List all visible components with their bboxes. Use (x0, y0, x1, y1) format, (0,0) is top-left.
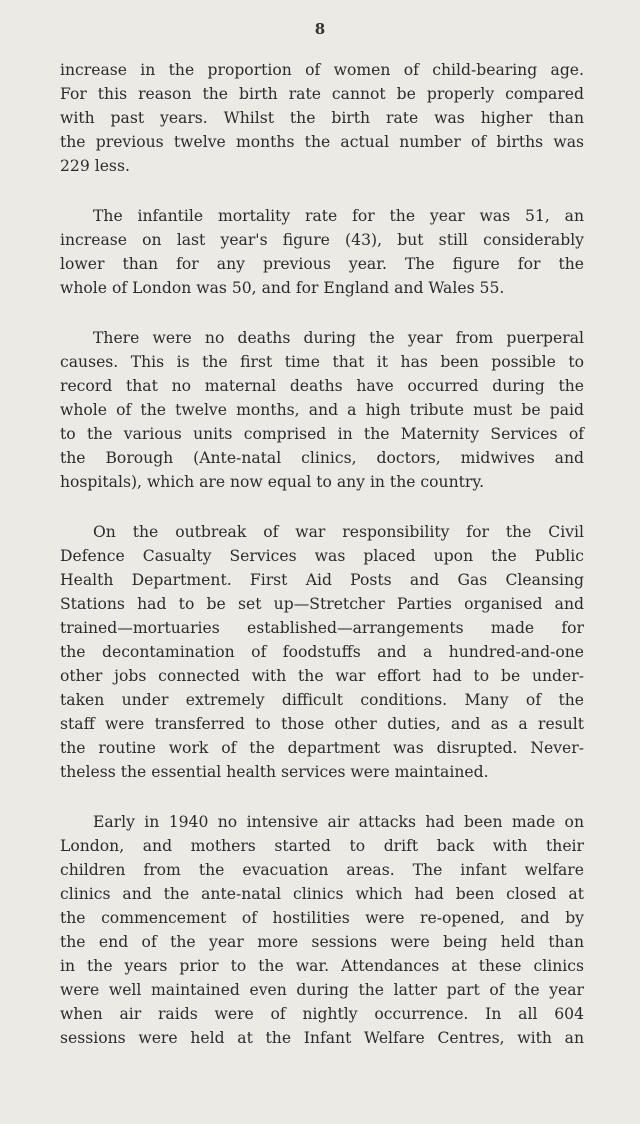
text-line: the routine work of the department was disrupted. Never- (60, 739, 584, 757)
text-line: were well maintained even during the latter part of the year (60, 981, 584, 999)
text-line: the commencement of hostilities were re-opened, and by (60, 909, 584, 927)
text-line: lower than for any previous year. The figure for the (60, 255, 584, 273)
document-body (60, 58, 584, 1076)
text-line: sessions were held at the Infant Welfare Centres, with an (60, 1029, 584, 1047)
text-line: the end of the year more sessions were being held than (60, 933, 584, 951)
text-line: increase in the proportion of women of child-bearing age. (60, 61, 584, 79)
text-line: theless the essential health services were maintained. (60, 763, 489, 781)
text-line: The infantile mortality rate for the year was 51, an (93, 207, 584, 225)
text-line: in the years prior to the war. Attendances at these clinics (60, 957, 584, 975)
text-line: On the outbreak of war responsibility for the Civil (93, 523, 584, 541)
text-line: with past years. Whilst the birth rate was higher than (60, 109, 584, 127)
text-line: increase on last year's figure (43), but still considerably (60, 231, 584, 249)
text-line: staff were transferred to those other duties, and as a result (60, 715, 584, 733)
text-line: children from the evacuation areas. The infant welfare (60, 861, 584, 879)
paragraph-civil-defence (60, 520, 584, 784)
text-line: record that no maternal deaths have occurred during the (60, 377, 584, 395)
text-line: the Borough (Ante-natal clinics, doctors, midwives and (60, 449, 584, 467)
paragraph-birth-rate (60, 58, 584, 178)
text-line: clinics and the ante-natal clinics which had been closed at (60, 885, 584, 903)
text-line: trained—mortuaries established—arrangements made for (60, 619, 584, 637)
paragraph-early-1940 (60, 810, 584, 1050)
text-line: Early in 1940 no intensive air attacks had been made on (93, 813, 584, 831)
text-line: London, and mothers started to drift back with their (60, 837, 584, 855)
text-line: whole of the twelve months, and a high tribute must be paid (60, 401, 584, 419)
text-line: the previous twelve months the actual number of births was (60, 133, 584, 151)
text-line: when air raids were of nightly occurrence. In all 604 (60, 1005, 584, 1023)
text-line: whole of London was 50, and for England and Wales 55. (60, 279, 505, 297)
text-line: taken under extremely difficult conditions. Many of the (60, 691, 584, 709)
text-line: hospitals), which are now equal to any in the country. (60, 473, 485, 491)
paragraph-puerperal-causes (60, 326, 584, 494)
paragraph-infantile-mortality (60, 204, 584, 300)
page-number: 8 (314, 20, 326, 38)
text-line: to the various units comprised in the Maternity Services of (60, 425, 584, 443)
text-line: other jobs connected with the war effort had to be under- (60, 667, 584, 685)
text-line: Health Department. First Aid Posts and Gas Cleansing (60, 571, 584, 589)
text-line: causes. This is the first time that it has been possible to (60, 353, 584, 371)
text-line: For this reason the birth rate cannot be properly compared (60, 85, 584, 103)
text-line: 229 less. (60, 157, 130, 175)
text-line: There were no deaths during the year from puerperal (93, 329, 584, 347)
text-line: Defence Casualty Services was placed upon the Public (60, 547, 584, 565)
text-line: Stations had to be set up—Stretcher Parties organised and (60, 595, 584, 613)
text-line: the decontamination of foodstuffs and a hundred-and-one (60, 643, 584, 661)
